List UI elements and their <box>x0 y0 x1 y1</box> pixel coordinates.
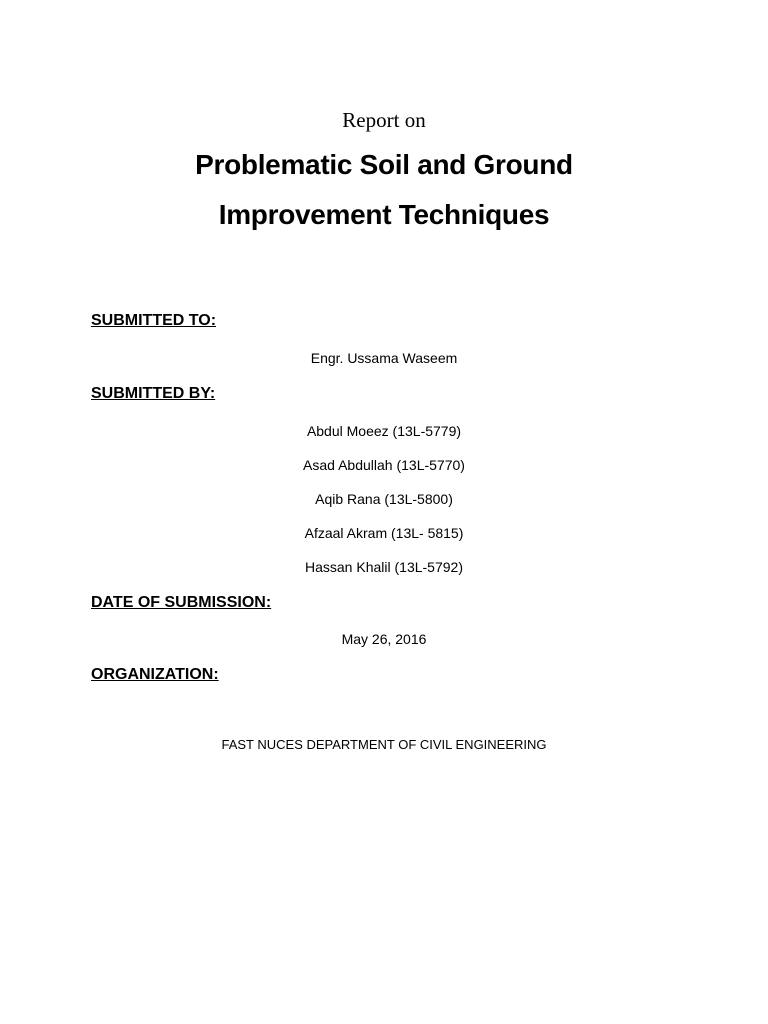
report-title-line-2: Improvement Techniques <box>218 199 550 230</box>
report-title-line-1: Problematic Soil and Ground <box>195 149 573 180</box>
submitted-to-name: Engr. Ussama Waseem <box>310 350 458 366</box>
organization-name: FAST NUCES DEPARTMENT OF CIVIL ENGINEERING <box>221 737 547 752</box>
date-of-submission-heading: DATE OF SUBMISSION: <box>91 594 272 611</box>
report-on-label: Report on <box>342 108 426 132</box>
submitted-by-member: Hassan Khalil (13L-5792) <box>305 559 463 575</box>
submitted-by-member: Abdul Moeez (13L-5779) <box>306 423 462 439</box>
submitted-by-member: Asad Abdullah (13L-5770) <box>303 457 465 473</box>
submission-date: May 26, 2016 <box>341 631 427 647</box>
submitted-by-heading: SUBMITTED BY: <box>91 385 216 402</box>
submitted-by-member: Afzaal Akram (13L- 5815) <box>304 525 464 541</box>
submitted-by-member: Aqib Rana (13L-5800) <box>315 491 453 507</box>
submitted-to-heading: SUBMITTED TO: <box>91 312 217 329</box>
organization-heading: ORGANIZATION: <box>91 666 219 683</box>
report-title <box>0 140 768 240</box>
